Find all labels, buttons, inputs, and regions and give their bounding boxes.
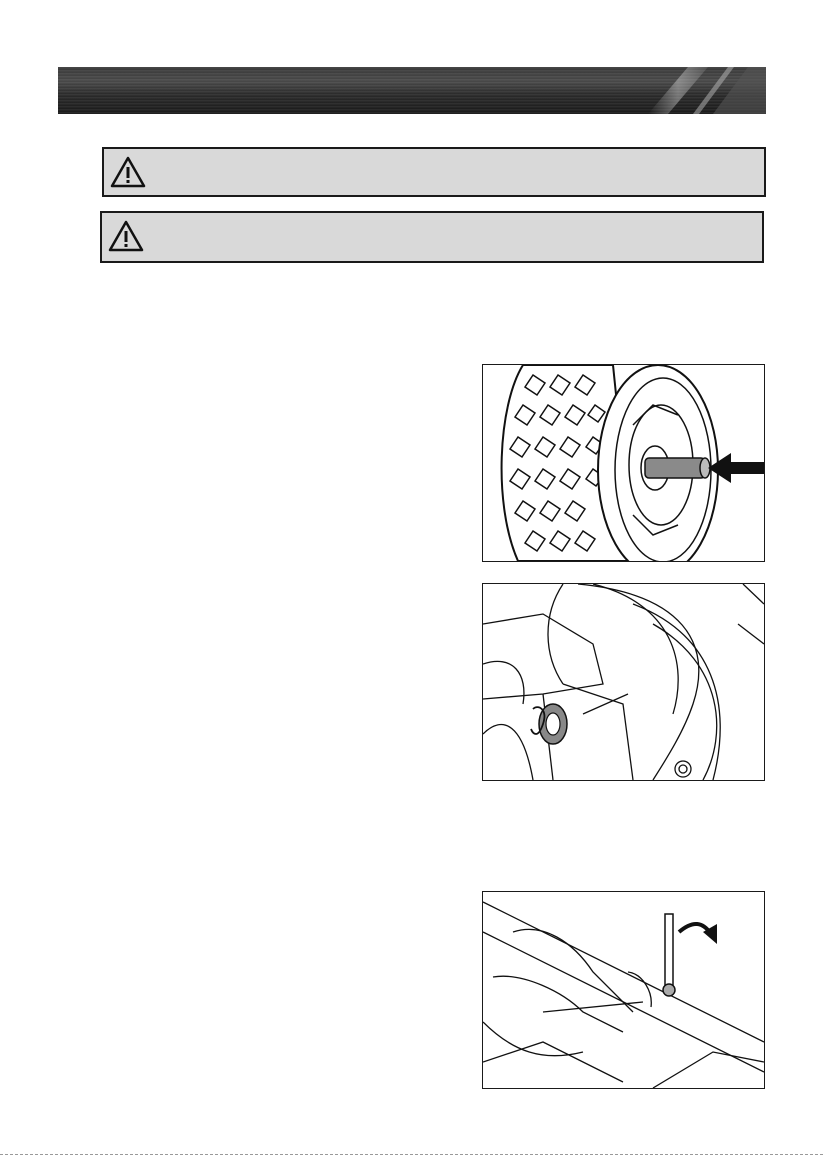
figure-wheel-clip — [482, 583, 765, 781]
wheel-clip-illustration — [483, 584, 764, 780]
section-header-bar — [58, 67, 766, 114]
wheel-axle-illustration — [483, 365, 764, 561]
hex-key-illustration — [483, 892, 764, 1088]
warning-box-1 — [102, 147, 766, 197]
header-decoration — [618, 67, 766, 114]
warning-triangle-icon — [110, 156, 146, 188]
warning-box-2 — [100, 211, 764, 263]
page-bottom-rule — [0, 1154, 823, 1155]
figure-hex-key — [482, 891, 765, 1089]
figure-wheel-axle — [482, 364, 765, 562]
warning-triangle-icon — [108, 220, 144, 252]
